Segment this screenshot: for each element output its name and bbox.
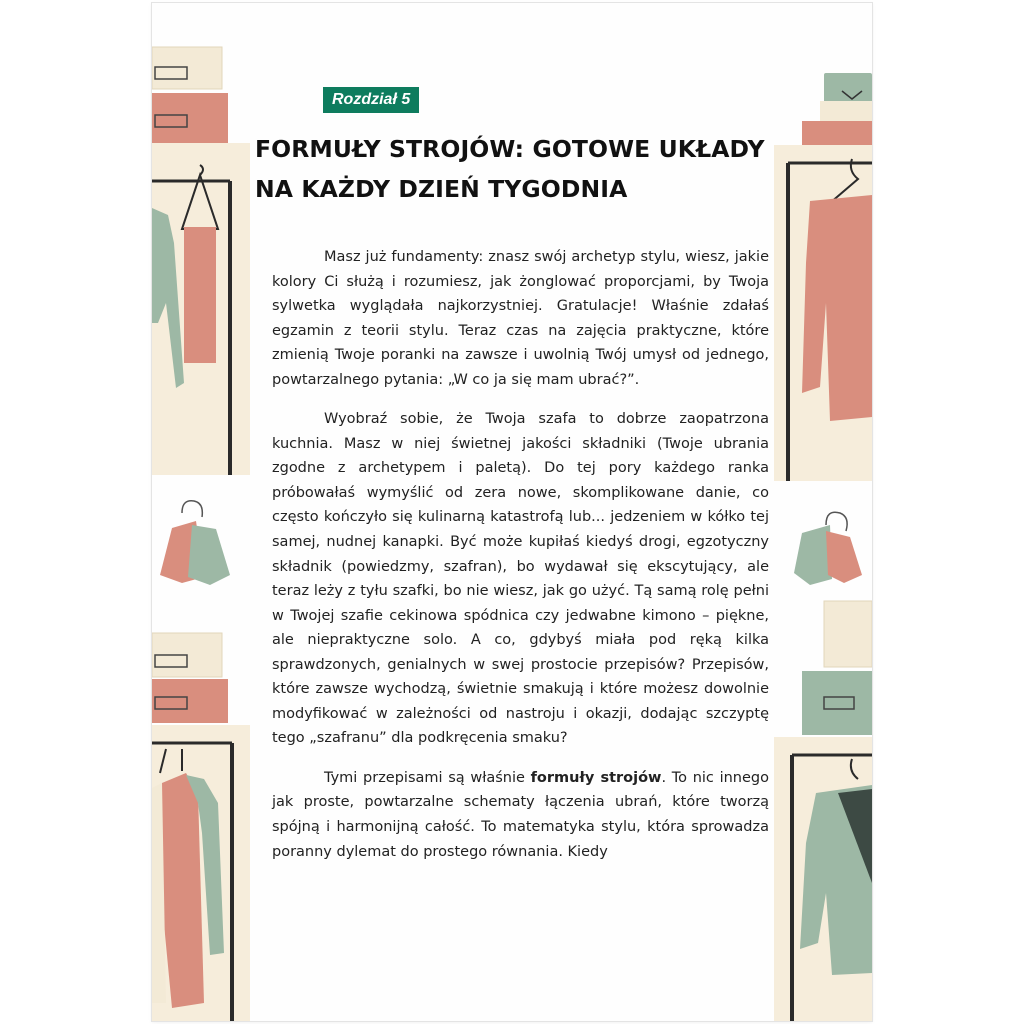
bold-term: formuły strojów: [530, 769, 662, 786]
paragraph-1: Masz już fundamenty: znasz swój archetyp stylu, wiesz, jakie kolory Ci służą i rozumiesz, jak żonglować proporcjami, by Twoja sylwetka wyglądała najkorzystniej. Gratulacje! Właśnie zdałaś egzamin z teorii stylu. Teraz czas na zajęcia praktyczne, które zmienią Twoje poranki na zawsze i uwolnią Twój umysł od jednego, powtarzalnego pytania: „W co ja się mam ubrać?”.: [272, 249, 769, 388]
chapter-label: Rozdział 5: [323, 87, 419, 113]
paragraph-3: [272, 766, 769, 864]
left-wardrobe-illustration: [152, 3, 252, 1021]
paragraph-3-rest: . To nic innego jak proste, powtarzalne schematy łączenia ubrań, które tworzą spójną i harmonijną całość. To matematyka stylu, która sprowadza poranny dylemat do prostego równania. Kiedy: [272, 769, 769, 860]
paragraph-2: Wyobraź sobie, że Twoja szafa to dobrze zaopatrzona kuchnia. Masz w niej świetnej jakości składniki (Twoje ubrania zgodne z archetypem i paletą). Do tej pory każdego ranka próbowałaś wymyślić od zera nowe, skomplikowane danie, co często kończyło się kulinarną katastrofą lub... jedzeniem w kółko tej samej, nudnej kanapki. Być może kupiłaś kiedyś drogi, egzotyczny składnik (powiedzmy, szafran), bo wydawał się ekscytujący, ale teraz leży z tyłu szafki, bo nie wiesz, jak go użyć. Tą samą rolę pełni w Twojej szafie cekinowa spódnica czy jedwabne kimono – piękne, ale niepraktyczne solo. A co, gdybyś miała pod ręką kilka sprawdzonych, genialnych w swej prostocie przepisów? Przepisów, które zawsze wychodzą, świetnie smakują i które możesz dowolnie modyfikować w zależności od nastroju i okazji, dodając szczyptę tego „szafranu” dla podkręcenia smaku?: [272, 411, 769, 747]
book-page: [152, 3, 872, 1021]
paragraph-3-start: Tymi przepisami są właśnie: [324, 769, 531, 786]
body-text: [272, 245, 769, 879]
right-wardrobe-illustration: [772, 3, 872, 1021]
chapter-title: FORMUŁY STROJÓW: GOTOWE UKŁADY NA KAŻDY DZIEŃ TYGODNIA: [255, 135, 765, 203]
